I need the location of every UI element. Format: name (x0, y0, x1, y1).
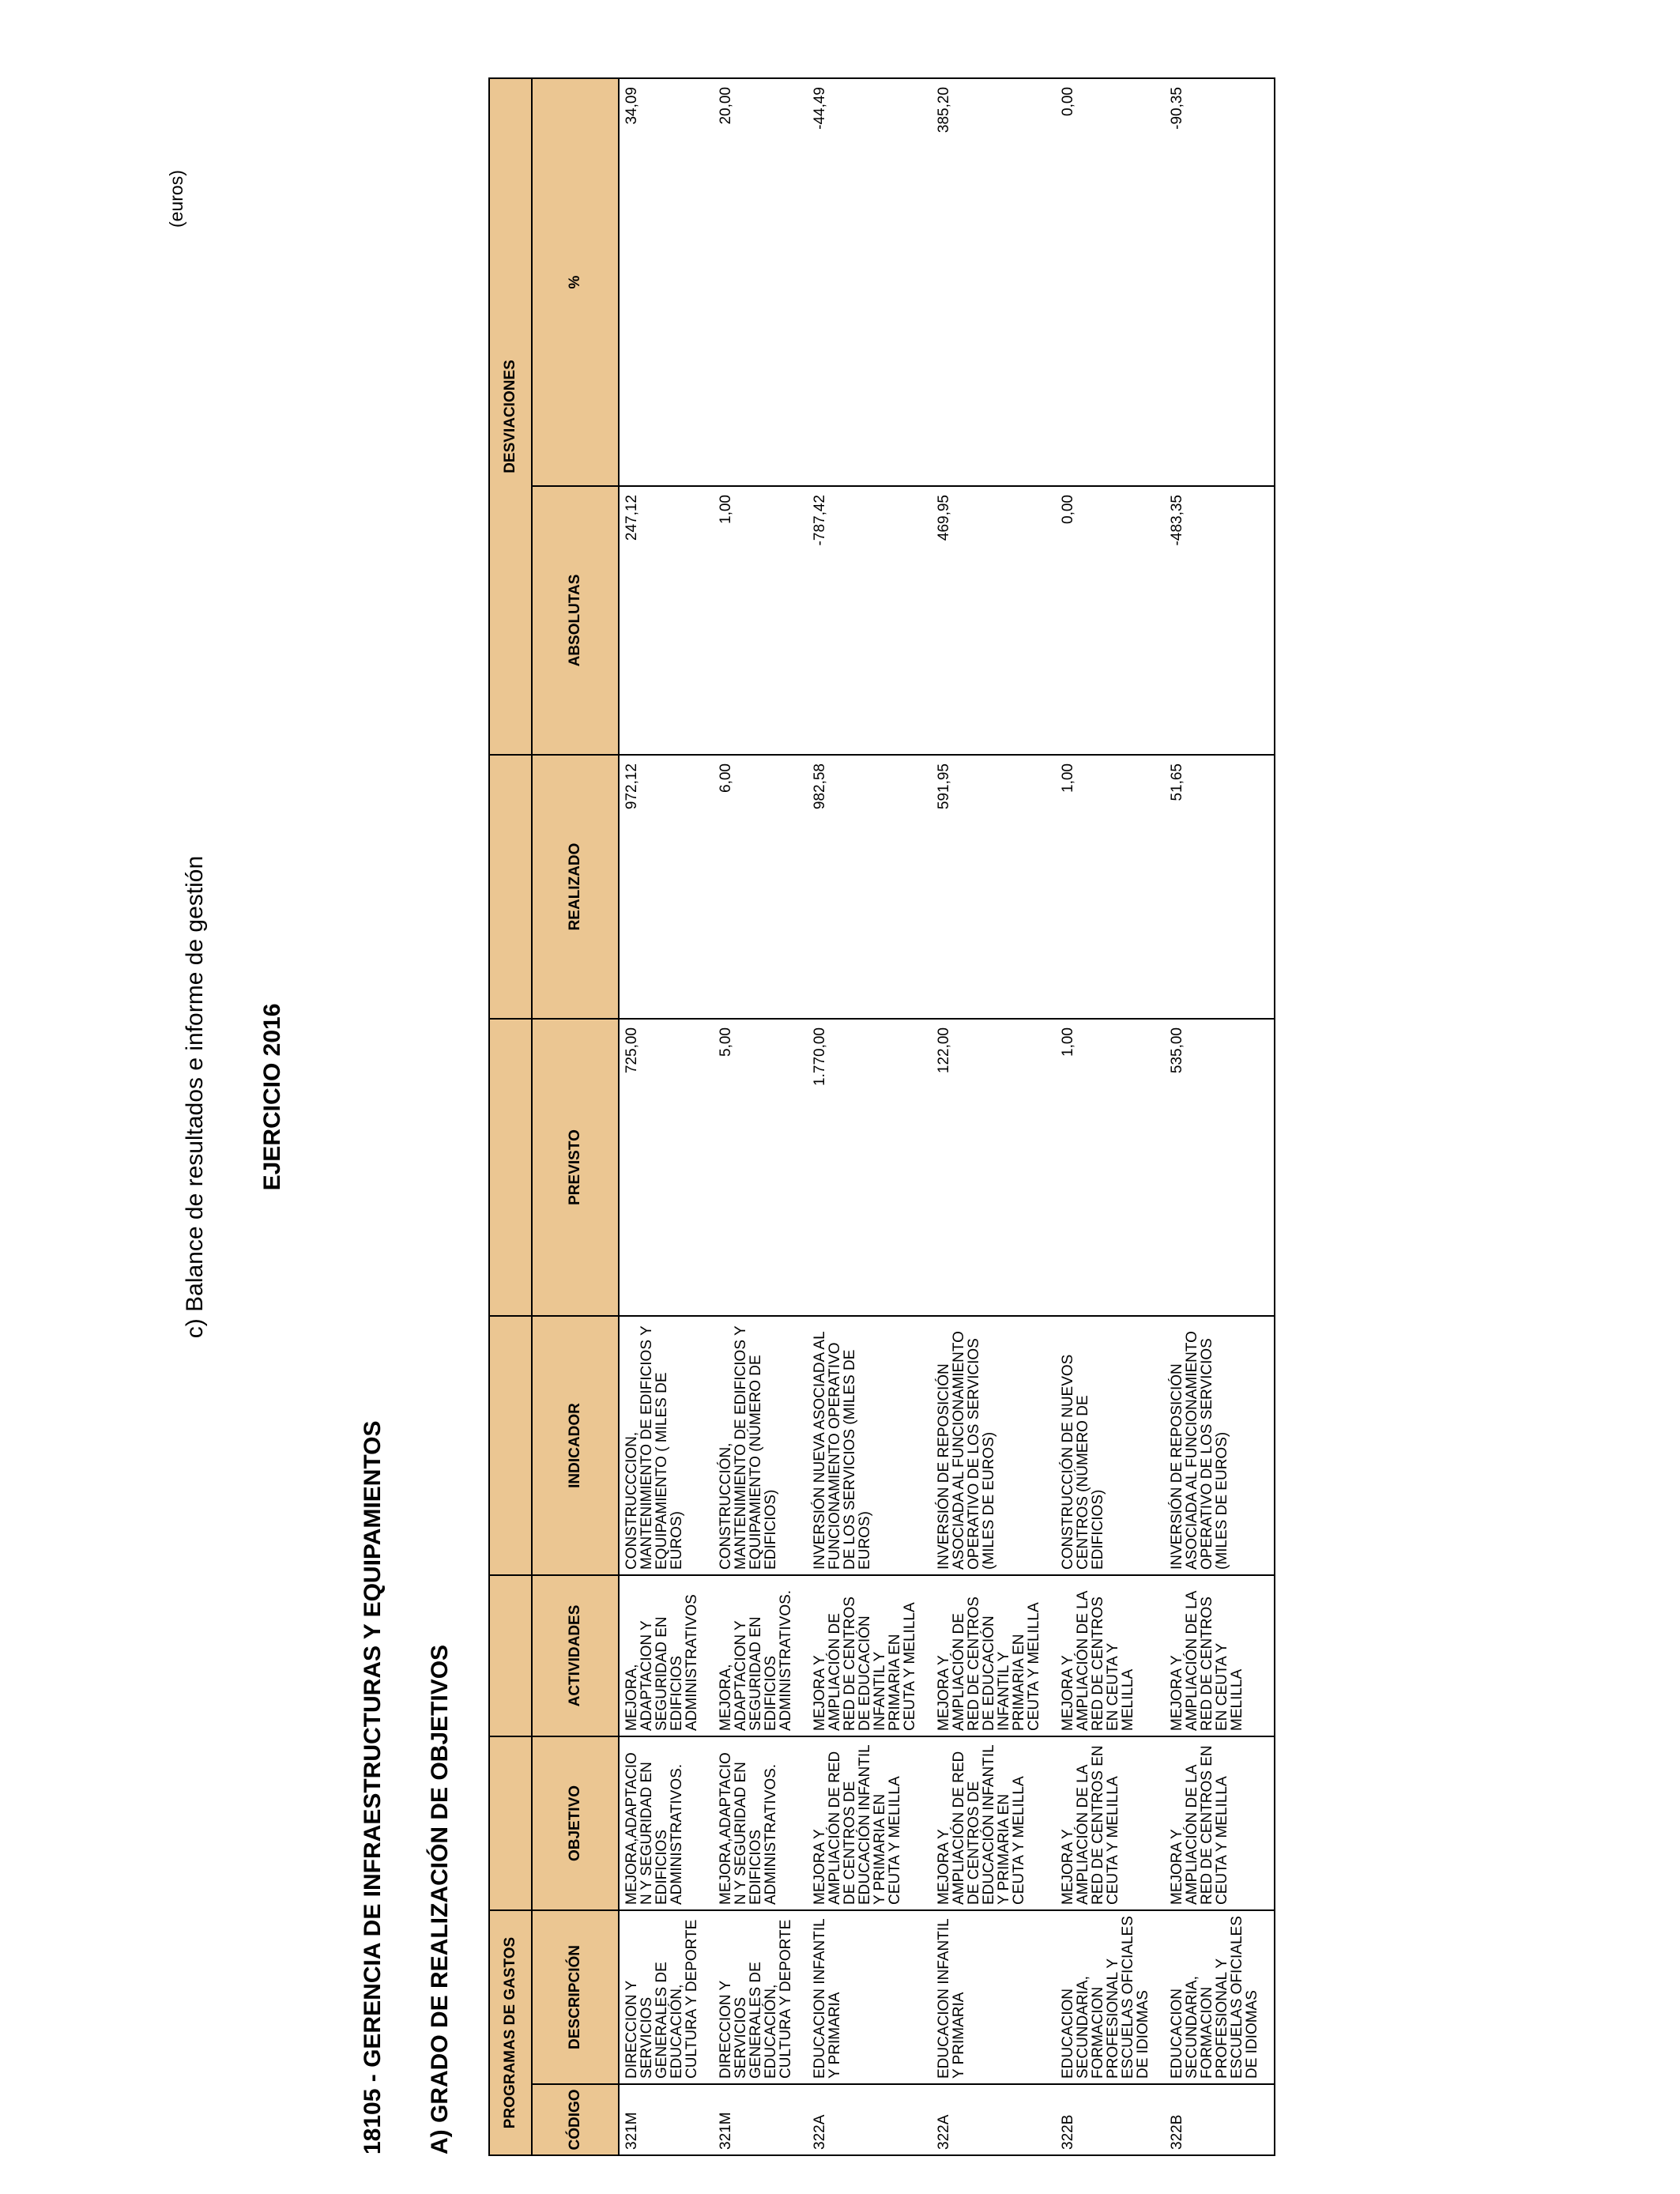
indicator-cell: INVERSIÓN NUEVA ASOCIADA AL FUNCIONAMIENTO OPERATIVO DE LOS SERVICIOS (MILES DE EUROS) (808, 1316, 932, 1575)
planned-cell: 122,00 (932, 1019, 1056, 1316)
section-title: A) GRADO DE REALIZACIÓN DE OBJETIVOS (427, 1644, 453, 2154)
programs-group-header: PROGRAMAS DE GASTOS (489, 1910, 532, 2155)
percent-deviation-cell: 20,00 (714, 78, 808, 486)
fiscal-year-title: EJERCICIO 2016 (259, 1003, 285, 1191)
objectives-table (488, 77, 1275, 2156)
absolute-deviation-cell: 0,00 (1056, 486, 1165, 755)
description-cell: EDUCACION INFANTIL Y PRIMARIA (932, 1910, 1056, 2084)
planned-cell: 535,00 (1165, 1019, 1275, 1316)
description-column-header: DESCRIPCIÓN (532, 1910, 619, 2084)
code-cell: 321M (619, 2084, 714, 2155)
objective-cell: MEJORA,ADAPTACION Y SEGURIDAD EN EDIFICIOS ADMINISTRATIVOS. (619, 1736, 714, 1910)
activities-cell: MEJORA Y AMPLIACIÓN DE LA RED DE CENTROS EN CEUTA Y MELILLA (1165, 1575, 1275, 1736)
percent-deviation-cell: 385,20 (932, 78, 1056, 486)
description-cell: DIRECCION Y SERVICIOS GENERALES DE EDUCACIÓN, CULTURA Y DEPORTE (714, 1910, 808, 2084)
table-row (1056, 78, 1165, 2155)
achieved-cell: 51,65 (1165, 755, 1275, 1019)
activities-column-header: ACTIVIDADES (532, 1575, 619, 1736)
planned-cell: 5,00 (714, 1019, 808, 1316)
percent-deviation-cell: 0,00 (1056, 78, 1165, 486)
percent-deviation-cell: -90,35 (1165, 78, 1275, 486)
planned-column-header: PREVISTO (532, 1019, 619, 1316)
empty-header-cell (489, 1736, 532, 1910)
empty-header-cell (489, 1575, 532, 1736)
objective-cell: MEJORA Y AMPLIACIÓN DE LA RED DE CENTROS EN CEUTA Y MELILLA (1165, 1736, 1275, 1910)
absolute-deviation-cell: -787,42 (808, 486, 932, 755)
planned-cell: 725,00 (619, 1019, 714, 1316)
absolute-column-header: ABSOLUTAS (532, 486, 619, 755)
code-cell: 322B (1165, 2084, 1275, 2155)
indicator-column-header: INDICADOR (532, 1316, 619, 1575)
percent-deviation-cell: 34,09 (619, 78, 714, 486)
empty-header-cell (489, 755, 532, 1019)
activities-cell: MEJORA, ADAPTACION Y SEGURIDAD EN EDIFICIOS ADMINISTRATIVOS. (714, 1575, 808, 1736)
absolute-deviation-cell: 469,95 (932, 486, 1056, 755)
absolute-deviation-cell: -483,35 (1165, 486, 1275, 755)
indicator-cell: INVERSIÓN DE REPOSICIÓN ASOCIADA AL FUNCIONAMIENTO OPERATIVO DE LOS SERVICIOS (MILES DE EUROS) (932, 1316, 1056, 1575)
empty-header-cell (489, 1316, 532, 1575)
description-cell: EDUCACION SECUNDARIA, FORMACION PROFESIONAL Y ESCUELAS OFICIALES DE IDIOMAS (1165, 1910, 1275, 2084)
description-cell: DIRECCION Y SERVICIOS GENERALES DE EDUCACIÓN, CULTURA Y DEPORTE (619, 1910, 714, 2084)
table-row (619, 78, 714, 2155)
table-row (1165, 78, 1275, 2155)
achieved-cell: 591,95 (932, 755, 1056, 1019)
achieved-cell: 1,00 (1056, 755, 1165, 1019)
activities-cell: MEJORA Y AMPLIACIÓN DE LA RED DE CENTROS EN CEUTA Y MELILLA (1056, 1575, 1165, 1736)
absolute-deviation-cell: 1,00 (714, 486, 808, 755)
objective-cell: MEJORA Y AMPLIACIÓN DE RED DE CENTROS DE EDUCACIÓN INFANTIL Y PRIMARIA EN CEUTA Y MELILLA (932, 1736, 1056, 1910)
indicator-cell: INVERSIÓN DE REPOSICIÓN ASOCIADA AL FUNCIONAMIENTO OPERATIVO DE LOS SERVICIOS (MILES DE EUROS) (1165, 1316, 1275, 1575)
activities-cell: MEJORA, ADAPTACION Y SEGURIDAD EN EDIFICIOS ADMINISTRATIVOS (619, 1575, 714, 1736)
absolute-deviation-cell: 247,12 (619, 486, 714, 755)
objective-cell: MEJORA,ADAPTACION Y SEGURIDAD EN EDIFICIOS ADMINISTRATIVOS. (714, 1736, 808, 1910)
code-cell: 322A (808, 2084, 932, 2155)
indicator-cell: CONSTRUCCIÓN, MANTENIMIENTO DE EDIFICIOS Y EQUIPAMIENTO (NÚMERO DE EDIFICIOS) (714, 1316, 808, 1575)
achieved-cell: 972,12 (619, 755, 714, 1019)
activities-cell: MEJORA Y AMPLIACIÓN DE RED DE CENTROS DE EDUCACIÓN INFANTIL Y PRIMARIA EN CEUTA Y MELILLA (932, 1575, 1056, 1736)
activities-cell: MEJORA Y AMPLIACIÓN DE RED DE CENTROS DE EDUCACIÓN INFANTIL Y PRIMARIA EN CEUTA Y MELILLA (808, 1575, 932, 1736)
currency-unit-label: (euros) (166, 170, 186, 228)
description-cell: EDUCACION SECUNDARIA, FORMACION PROFESIONAL Y ESCUELAS OFICIALES DE IDIOMAS (1056, 1910, 1165, 2084)
objective-cell: MEJORA Y AMPLIACIÓN DE LA RED DE CENTROS EN CEUTA Y MELILLA (1056, 1736, 1165, 1910)
percent-deviation-cell: -44,49 (808, 78, 932, 486)
description-cell: EDUCACION INFANTIL Y PRIMARIA (808, 1910, 932, 2084)
code-cell: 322A (932, 2084, 1056, 2155)
empty-header-cell (489, 1019, 532, 1316)
table-row (932, 78, 1056, 2155)
indicator-cell: CONSTRUCCIÓN DE NUEVOS CENTROS (NÚMERO DE EDIFICIOS) (1056, 1316, 1165, 1575)
organization-title: 18105 - GERENCIA DE INFRAESTRUCTURAS Y EQUIPAMIENTOS (360, 1420, 386, 2154)
code-column-header: CÓDIGO (532, 2084, 619, 2155)
table-row (808, 78, 932, 2155)
indicator-cell: CONSTRUCCCION, MANTENIMIENTO DE EDIFICIOS Y EQUIPAMIENTO ( MILES DE EUROS) (619, 1316, 714, 1575)
code-cell: 321M (714, 2084, 808, 2155)
objective-cell: MEJORA Y AMPLIACIÓN DE RED DE CENTROS DE EDUCACIÓN INFANTIL Y PRIMARIA EN CEUTA Y MELILLA (808, 1736, 932, 1910)
achieved-cell: 982,58 (808, 755, 932, 1019)
planned-cell: 1.770,00 (808, 1019, 932, 1316)
planned-cell: 1,00 (1056, 1019, 1165, 1316)
percent-column-header: % (532, 78, 619, 486)
deviations-group-header: DESVIACIONES (489, 78, 532, 755)
document-subtitle: c) Balance de resultados e informe de gestión (182, 855, 208, 1339)
objective-column-header: OBJETIVO (532, 1736, 619, 1910)
code-cell: 322B (1056, 2084, 1165, 2155)
table-row (714, 78, 808, 2155)
achieved-cell: 6,00 (714, 755, 808, 1019)
achieved-column-header: REALIZADO (532, 755, 619, 1019)
